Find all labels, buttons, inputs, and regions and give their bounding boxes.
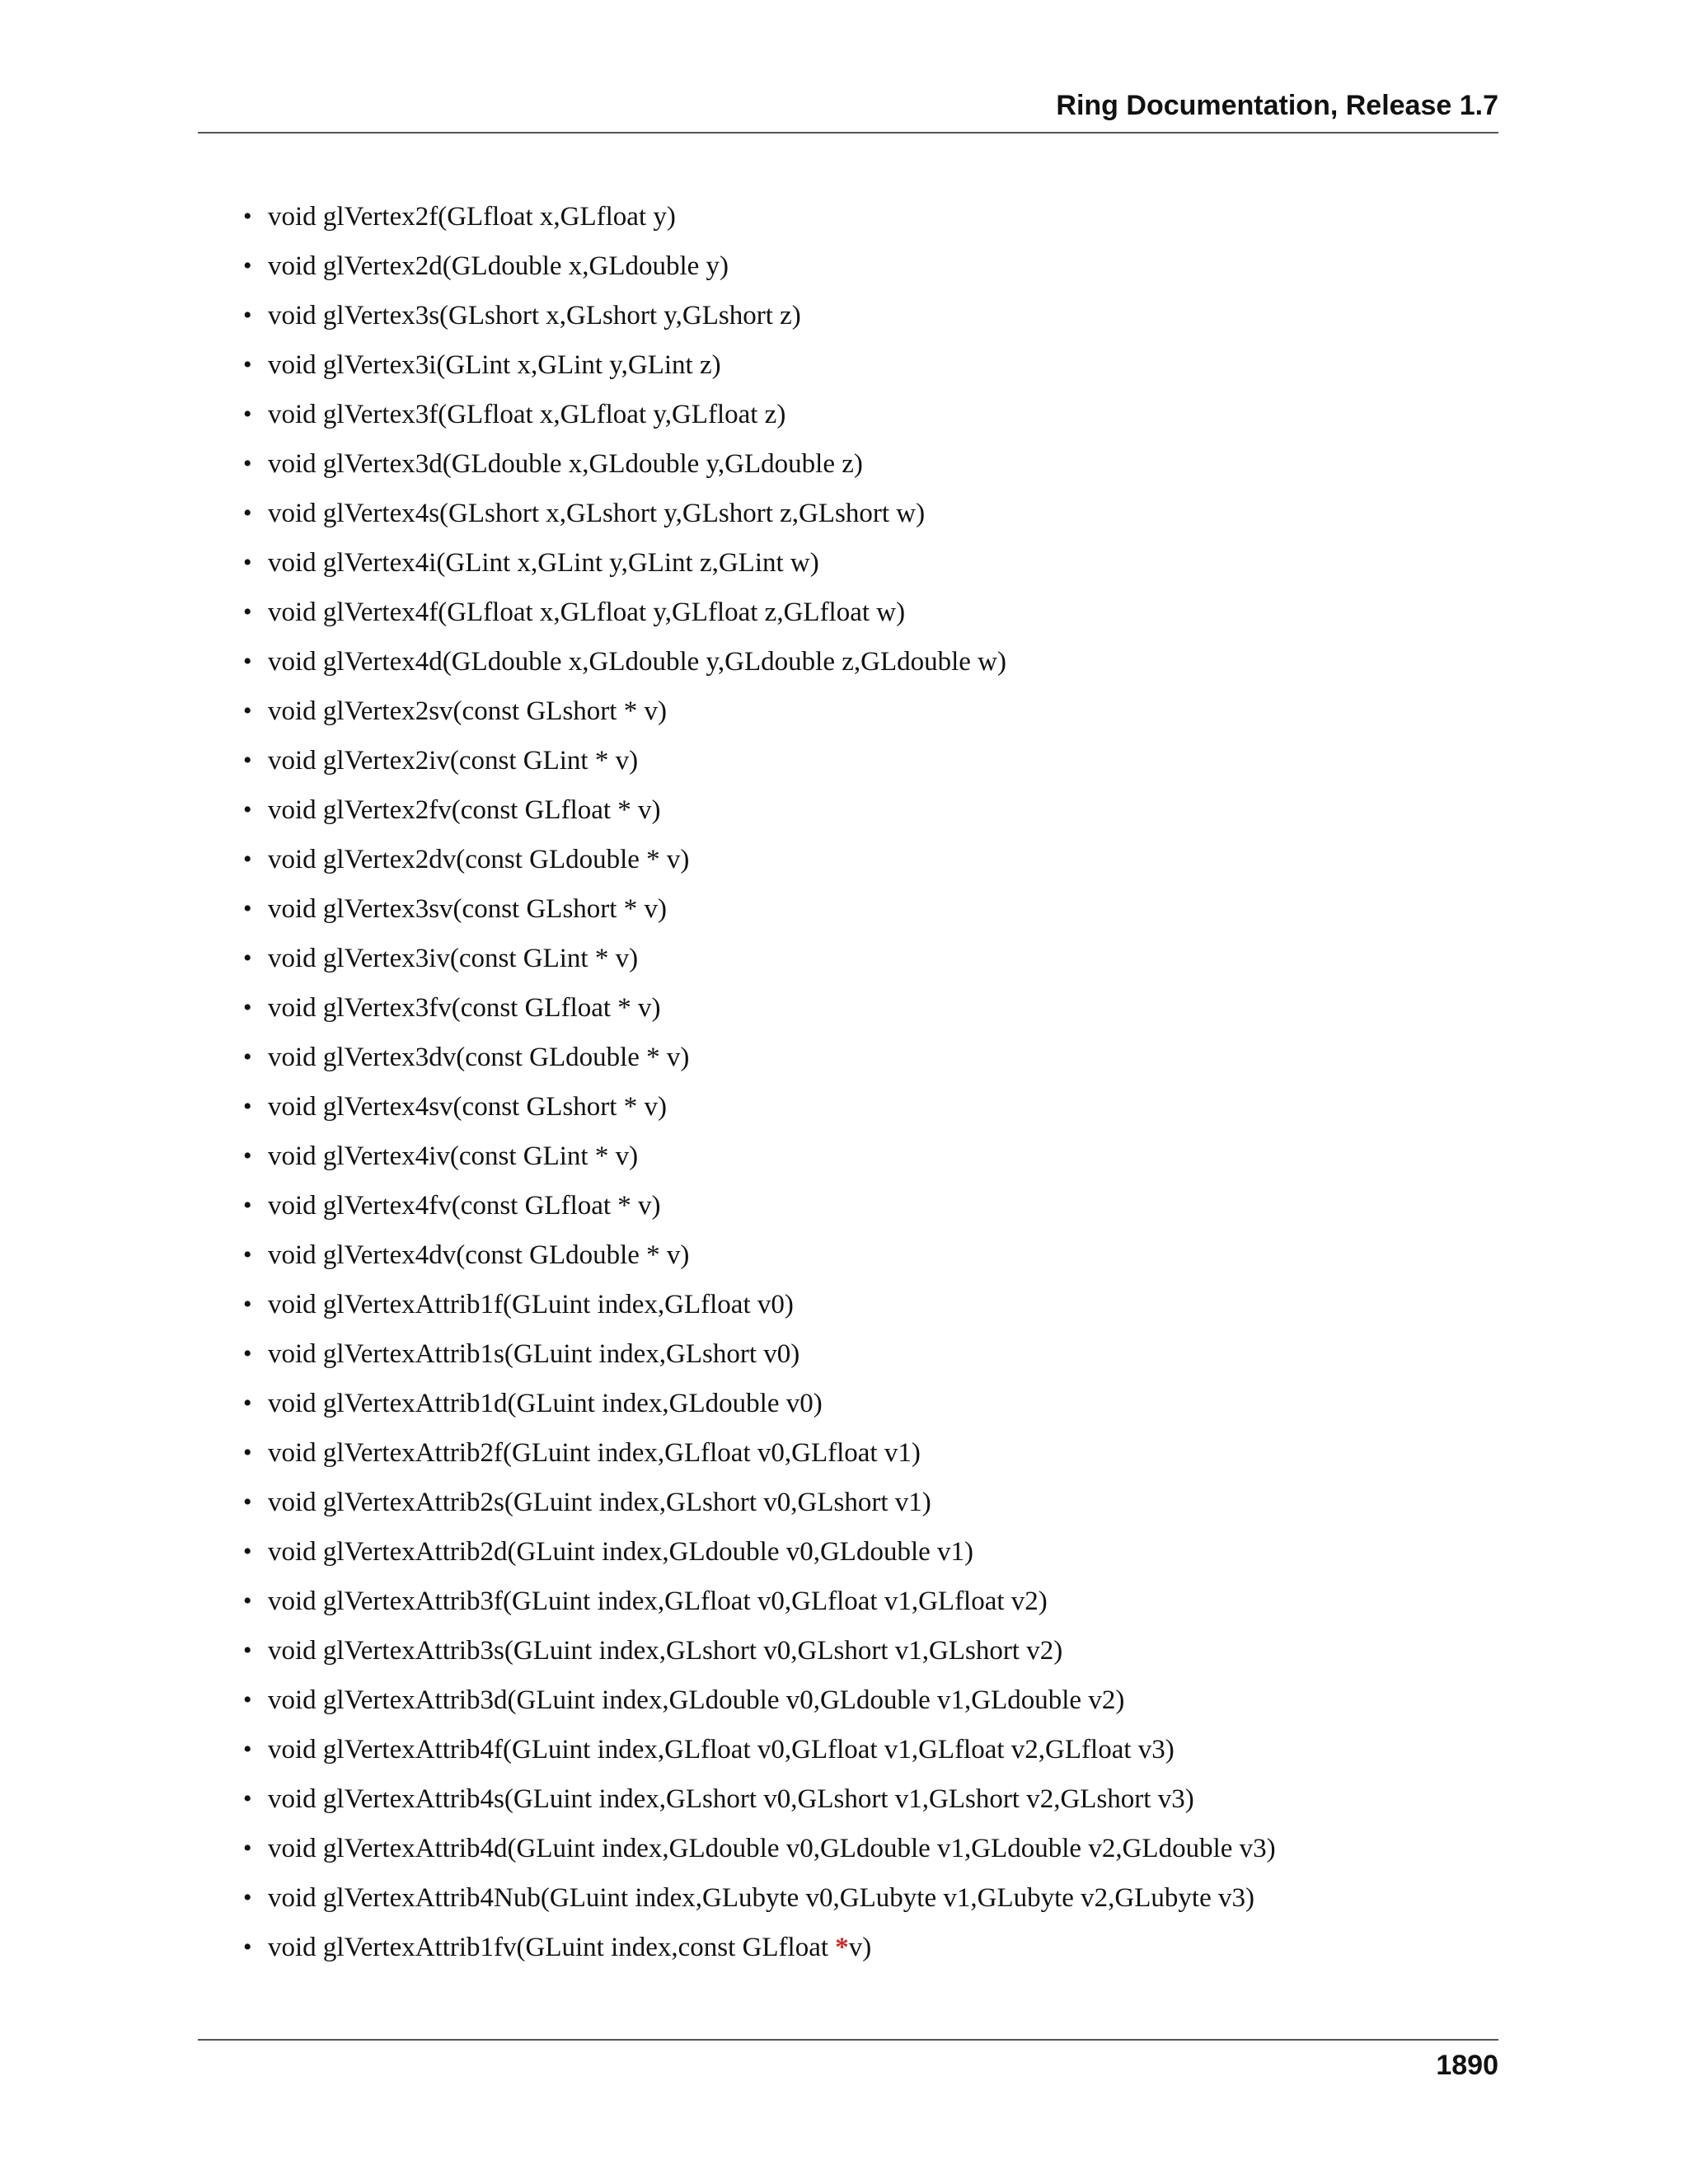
bullet: • [243, 1686, 252, 1713]
list-item [243, 291, 1498, 340]
list-item-text: void glVertexAttrib4Nub(GLuint index,GLubyte v0,GLubyte v1,GLubyte v2,GLubyte v3) [268, 1883, 1254, 1913]
list-item [243, 1824, 1498, 1873]
list-item [243, 1577, 1498, 1626]
list-item-text: void glVertexAttrib1s(GLuint index,GLshort v0) [268, 1339, 800, 1369]
bullet: • [243, 697, 252, 724]
list-item-text: void glVertexAttrib1d(GLuint index,GLdouble v0) [268, 1389, 823, 1418]
item-prefix: void glVertexAttrib1fv(GLuint index,const GLfloat [268, 1933, 836, 1962]
bullet: • [243, 499, 252, 527]
list-item [243, 1725, 1498, 1774]
list-item-text: void glVertexAttrib1f(GLuint index,GLfloat v0) [268, 1290, 794, 1319]
bullet: • [243, 401, 252, 428]
highlighted-star: * [835, 1933, 849, 1962]
list-item-text: void glVertexAttrib3d(GLuint index,GLdouble v0,GLdouble v1,GLdouble v2) [268, 1685, 1125, 1715]
bullet: • [243, 1093, 252, 1120]
list-item [243, 1428, 1498, 1478]
list-item [243, 983, 1498, 1033]
list-item-last [243, 1923, 1498, 1972]
list-item [243, 192, 1498, 241]
bullet: • [243, 203, 252, 230]
list-item [243, 1280, 1498, 1329]
list-item [243, 835, 1498, 884]
list-item-text: void glVertex3iv(const GLint * v) [268, 944, 639, 973]
list-item [243, 785, 1498, 835]
list-item [243, 489, 1498, 538]
page-number: 1890 [1436, 2050, 1498, 2081]
list-item-text: void glVertexAttrib4f(GLuint index,GLfloat v0,GLfloat v1,GLfloat v2,GLfloat v3) [268, 1735, 1175, 1765]
header-title: Ring Documentation, Release 1.7 [1056, 90, 1498, 121]
list-item [243, 1379, 1498, 1428]
bullet: • [243, 1637, 252, 1664]
bullet: • [243, 895, 252, 922]
list-item [243, 241, 1498, 291]
bullet: • [243, 450, 252, 477]
list-item-text: void glVertexAttrib2f(GLuint index,GLfloat v0,GLfloat v1) [268, 1438, 921, 1468]
bullet: • [243, 549, 252, 576]
list-item-text: void glVertex3fv(const GLfloat * v) [268, 993, 661, 1023]
bullet: • [243, 1835, 252, 1862]
list-item-text: void glVertex2f(GLfloat x,GLfloat y) [268, 202, 676, 232]
bullet: • [243, 1043, 252, 1071]
list-item [243, 1774, 1498, 1824]
list-item [243, 687, 1498, 736]
list-item-text: void glVertex4f(GLfloat x,GLfloat y,GLfloat z,GLfloat w) [268, 598, 906, 627]
bullet: • [243, 252, 252, 279]
list-item-text: void glVertex2d(GLdouble x,GLdouble y) [268, 251, 729, 281]
list-item-text: void glVertex2dv(const GLdouble * v) [268, 845, 690, 874]
bullet: • [243, 1785, 252, 1812]
bullet: • [243, 1587, 252, 1615]
list-item [243, 1873, 1498, 1923]
list-item-text: void glVertexAttrib2d(GLuint index,GLdouble v0,GLdouble v1) [268, 1537, 974, 1567]
list-item [243, 390, 1498, 439]
bullet: • [243, 1933, 252, 1961]
bullet: • [243, 1142, 252, 1169]
list-item [243, 439, 1498, 489]
list-item [243, 1675, 1498, 1725]
bullet: • [243, 351, 252, 378]
list-item-text: void glVertex3s(GLshort x,GLshort y,GLshort z) [268, 301, 801, 330]
bullet: • [243, 1538, 252, 1565]
list-item-text: void glVertex2sv(const GLshort * v) [268, 696, 667, 726]
list-item-text: void glVertex4i(GLint x,GLint y,GLint z,GLint w) [268, 548, 819, 578]
list-item [243, 637, 1498, 687]
list-item [243, 1033, 1498, 1082]
list-item-text: void glVertexAttrib4s(GLuint index,GLshort v0,GLshort v1,GLshort v2,GLshort v3) [268, 1784, 1194, 1814]
list-item-text: void glVertex3dv(const GLdouble * v) [268, 1043, 690, 1072]
bullet: • [243, 1488, 252, 1516]
list-item-text: void glVertex4fv(const GLfloat * v) [268, 1191, 661, 1221]
bullet: • [243, 302, 252, 329]
list-item-text: void glVertexAttrib3f(GLuint index,GLfloat v0,GLfloat v1,GLfloat v2) [268, 1586, 1048, 1616]
list-item [243, 884, 1498, 934]
list-item [243, 1626, 1498, 1675]
list-item [243, 1478, 1498, 1527]
bullet: • [243, 796, 252, 823]
list-item [243, 1082, 1498, 1132]
bullet: • [243, 1439, 252, 1466]
bullet: • [243, 1291, 252, 1318]
list-item-text: void glVertex2iv(const GLint * v) [268, 746, 639, 776]
list-item-text: void glVertexAttrib4d(GLuint index,GLdouble v0,GLdouble v1,GLdouble v2,GLdouble v3) [268, 1834, 1276, 1863]
list-item [243, 1329, 1498, 1379]
list-item [243, 1527, 1498, 1577]
list-item [243, 588, 1498, 637]
page-header [198, 89, 1498, 134]
list-item-text: void glVertex3f(GLfloat x,GLfloat y,GLfloat z) [268, 400, 786, 429]
list-item-text: void glVertex3i(GLint x,GLint y,GLint z) [268, 350, 721, 380]
bullet: • [243, 747, 252, 774]
list-item-text: void glVertex2fv(const GLfloat * v) [268, 795, 661, 825]
list-item-text: void glVertex4iv(const GLint * v) [268, 1141, 639, 1171]
list-item [243, 1230, 1498, 1280]
bullet: • [243, 1390, 252, 1417]
list-item-text: void glVertex4sv(const GLshort * v) [268, 1092, 667, 1122]
list-item-text: void glVertexAttrib2s(GLuint index,GLshort v0,GLshort v1) [268, 1488, 931, 1517]
list-item-text: void glVertex4d(GLdouble x,GLdouble y,GLdouble z,GLdouble w) [268, 647, 1006, 677]
list-item-text: void glVertex3d(GLdouble x,GLdouble y,GLdouble z) [268, 449, 863, 479]
list-item-text: void glVertexAttrib3s(GLuint index,GLshort v0,GLshort v1,GLshort v2) [268, 1636, 1063, 1666]
list-item-text: void glVertex3sv(const GLshort * v) [268, 894, 667, 924]
bullet: • [243, 1192, 252, 1219]
list-item [243, 538, 1498, 588]
bullet: • [243, 1884, 252, 1911]
bullet: • [243, 994, 252, 1021]
bullet: • [243, 598, 252, 626]
bullet: • [243, 1340, 252, 1367]
bullet: • [243, 1736, 252, 1763]
list-item [243, 1132, 1498, 1181]
list-item [243, 736, 1498, 785]
list-item [243, 1181, 1498, 1230]
item-suffix: v) [848, 1933, 872, 1962]
list-item-text: void glVertex4dv(const GLdouble * v) [268, 1240, 690, 1270]
list-item [243, 934, 1498, 983]
bullet: • [243, 1241, 252, 1268]
bullet: • [243, 648, 252, 675]
list-item-text: void glVertex4s(GLshort x,GLshort y,GLshort z,GLshort w) [268, 499, 926, 528]
bullet: • [243, 846, 252, 873]
page-footer [198, 2039, 1498, 2090]
list-item [243, 340, 1498, 390]
function-list [243, 192, 1498, 1972]
bullet: • [243, 944, 252, 972]
